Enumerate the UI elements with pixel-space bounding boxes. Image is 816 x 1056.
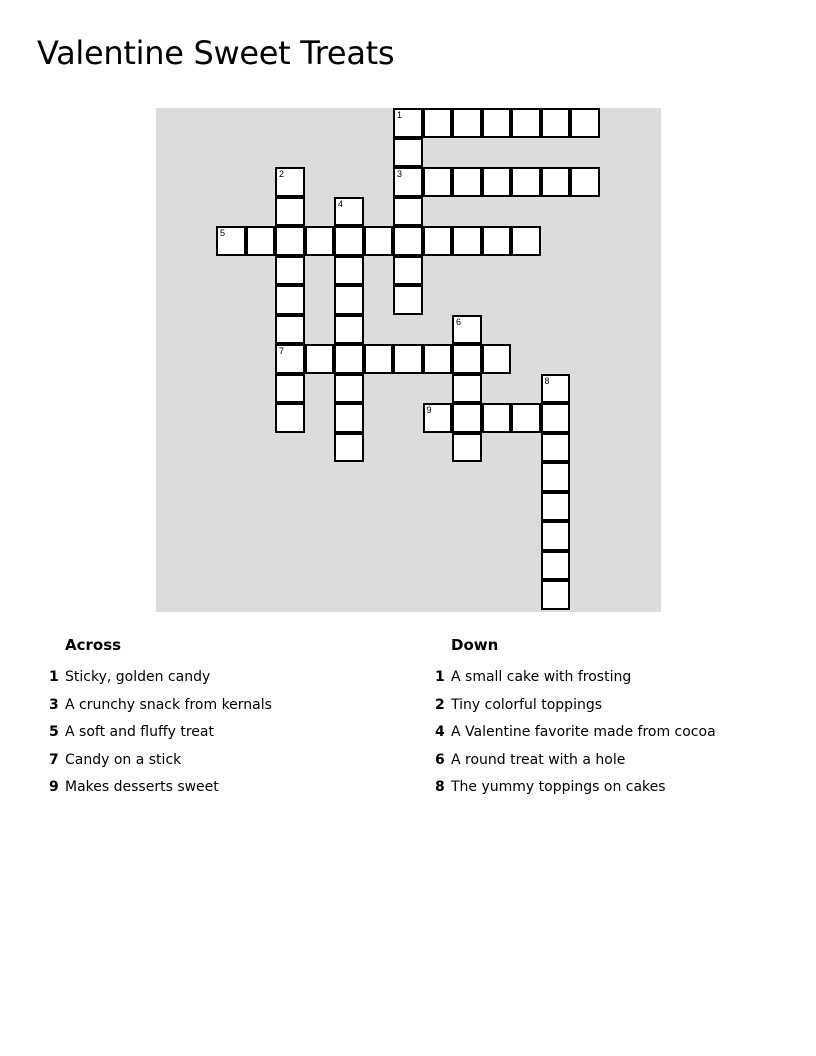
grid-cell[interactable]	[334, 403, 364, 433]
across-heading: Across	[65, 636, 122, 654]
clue-text: Sticky, golden candy	[65, 669, 211, 685]
clue-number: 3	[49, 696, 59, 713]
grid-cell[interactable]	[216, 226, 246, 256]
clue-down-4	[430, 719, 810, 747]
clue-text: A crunchy snack from kernals	[65, 696, 272, 713]
grid-cell[interactable]	[334, 285, 364, 315]
grid-cell[interactable]	[511, 226, 541, 256]
grid-cell[interactable]	[541, 492, 571, 522]
grid-cell[interactable]	[334, 226, 364, 256]
grid-cell[interactable]	[423, 108, 453, 138]
clue-number: 1	[49, 669, 59, 685]
clue-number: 6	[435, 751, 445, 768]
cell-number: 3	[397, 169, 403, 179]
clue-number: 2	[435, 696, 445, 713]
grid-cell[interactable]	[423, 226, 453, 256]
clue-text: Candy on a stick	[65, 751, 182, 768]
clue-across-9	[44, 774, 424, 802]
grid-cell[interactable]	[393, 256, 423, 286]
grid-cell[interactable]	[364, 344, 394, 374]
grid-cell[interactable]	[423, 403, 453, 433]
clue-down-8	[430, 774, 810, 802]
clue-text: Tiny colorful toppings	[451, 696, 603, 713]
grid-cell[interactable]	[275, 256, 305, 286]
clue-text: A round treat with a hole	[451, 751, 626, 768]
grid-cell[interactable]	[452, 344, 482, 374]
grid-cell[interactable]	[334, 344, 364, 374]
grid-cell[interactable]	[570, 108, 600, 138]
clue-text: A Valentine favorite made from cocoa	[451, 724, 716, 740]
cell-number: 4	[338, 198, 344, 209]
down-heading: Down	[451, 636, 499, 654]
grid-cell[interactable]	[482, 403, 512, 433]
grid-cell[interactable]	[334, 433, 364, 463]
grid-cell[interactable]	[482, 344, 512, 374]
grid-cell[interactable]	[305, 226, 335, 256]
cell-number: 9	[426, 405, 432, 415]
page-title: Valentine Sweet Treats	[37, 34, 395, 72]
clue-across-7	[44, 747, 424, 775]
clue-text: The yummy toppings on cakes	[451, 779, 666, 795]
cell-number: 8	[544, 375, 550, 386]
grid-cell[interactable]	[452, 226, 482, 256]
grid-cell[interactable]	[275, 344, 305, 374]
grid-cell[interactable]	[334, 374, 364, 404]
cell-number: 1	[397, 110, 403, 120]
grid-cell[interactable]	[275, 197, 305, 227]
crossword-grid	[156, 108, 661, 612]
grid-cell[interactable]	[541, 521, 571, 551]
clue-across-5	[44, 719, 424, 747]
cell-number: 2	[279, 169, 285, 179]
grid-cell[interactable]	[275, 403, 305, 433]
grid-cell[interactable]	[334, 315, 364, 345]
grid-cell[interactable]	[541, 403, 571, 433]
grid-cell[interactable]	[511, 403, 541, 433]
grid-cell[interactable]	[305, 344, 335, 374]
clue-down-6	[430, 747, 810, 775]
grid-cell[interactable]	[275, 226, 305, 256]
grid-cell[interactable]	[541, 551, 571, 581]
clue-number: 4	[435, 724, 445, 740]
grid-cell[interactable]	[511, 108, 541, 138]
grid-cell[interactable]	[393, 344, 423, 374]
grid-cell[interactable]	[393, 167, 423, 197]
grid-cell[interactable]	[393, 226, 423, 256]
grid-cell[interactable]	[482, 167, 512, 197]
clue-number: 7	[49, 751, 59, 768]
grid-cell[interactable]	[275, 374, 305, 404]
grid-cell[interactable]	[423, 167, 453, 197]
down-clues	[430, 636, 810, 802]
grid-cell[interactable]	[541, 167, 571, 197]
grid-cell[interactable]	[393, 108, 423, 138]
grid-cell[interactable]	[452, 315, 482, 345]
grid-cell[interactable]	[482, 226, 512, 256]
grid-cell[interactable]	[570, 167, 600, 197]
clue-across-1	[44, 664, 424, 692]
grid-cell[interactable]	[393, 197, 423, 227]
clue-text: A soft and fluffy treat	[65, 724, 214, 740]
grid-cell[interactable]	[275, 167, 305, 197]
grid-cell[interactable]	[541, 462, 571, 492]
grid-cell[interactable]	[541, 580, 571, 610]
clue-number: 5	[49, 724, 59, 740]
grid-cell[interactable]	[452, 167, 482, 197]
grid-cell[interactable]	[541, 433, 571, 463]
clue-across-3	[44, 692, 424, 720]
grid-cell[interactable]	[364, 226, 394, 256]
grid-cell[interactable]	[452, 403, 482, 433]
cell-number: 6	[456, 316, 462, 327]
grid-cell[interactable]	[452, 374, 482, 404]
grid-cell[interactable]	[393, 285, 423, 315]
grid-cell[interactable]	[275, 315, 305, 345]
clue-down-2	[430, 692, 810, 720]
grid-cell[interactable]	[246, 226, 276, 256]
grid-cell[interactable]	[334, 197, 364, 227]
grid-cell[interactable]	[393, 138, 423, 168]
clue-text: A small cake with frosting	[451, 669, 632, 685]
clue-down-1	[430, 664, 810, 692]
grid-cell[interactable]	[452, 108, 482, 138]
cell-number: 5	[220, 228, 226, 238]
grid-cell[interactable]	[482, 108, 512, 138]
grid-cell[interactable]	[541, 374, 571, 404]
cell-number: 7	[279, 346, 285, 356]
clue-number: 9	[49, 779, 59, 795]
grid-cell[interactable]	[334, 256, 364, 286]
grid-cell[interactable]	[452, 433, 482, 463]
grid-cell[interactable]	[511, 167, 541, 197]
clue-number: 1	[435, 669, 445, 685]
across-clues	[44, 636, 424, 802]
grid-cell[interactable]	[275, 285, 305, 315]
clue-number: 8	[435, 779, 445, 795]
clue-text: Makes desserts sweet	[65, 779, 219, 795]
grid-cell[interactable]	[541, 108, 571, 138]
grid-cell[interactable]	[423, 344, 453, 374]
